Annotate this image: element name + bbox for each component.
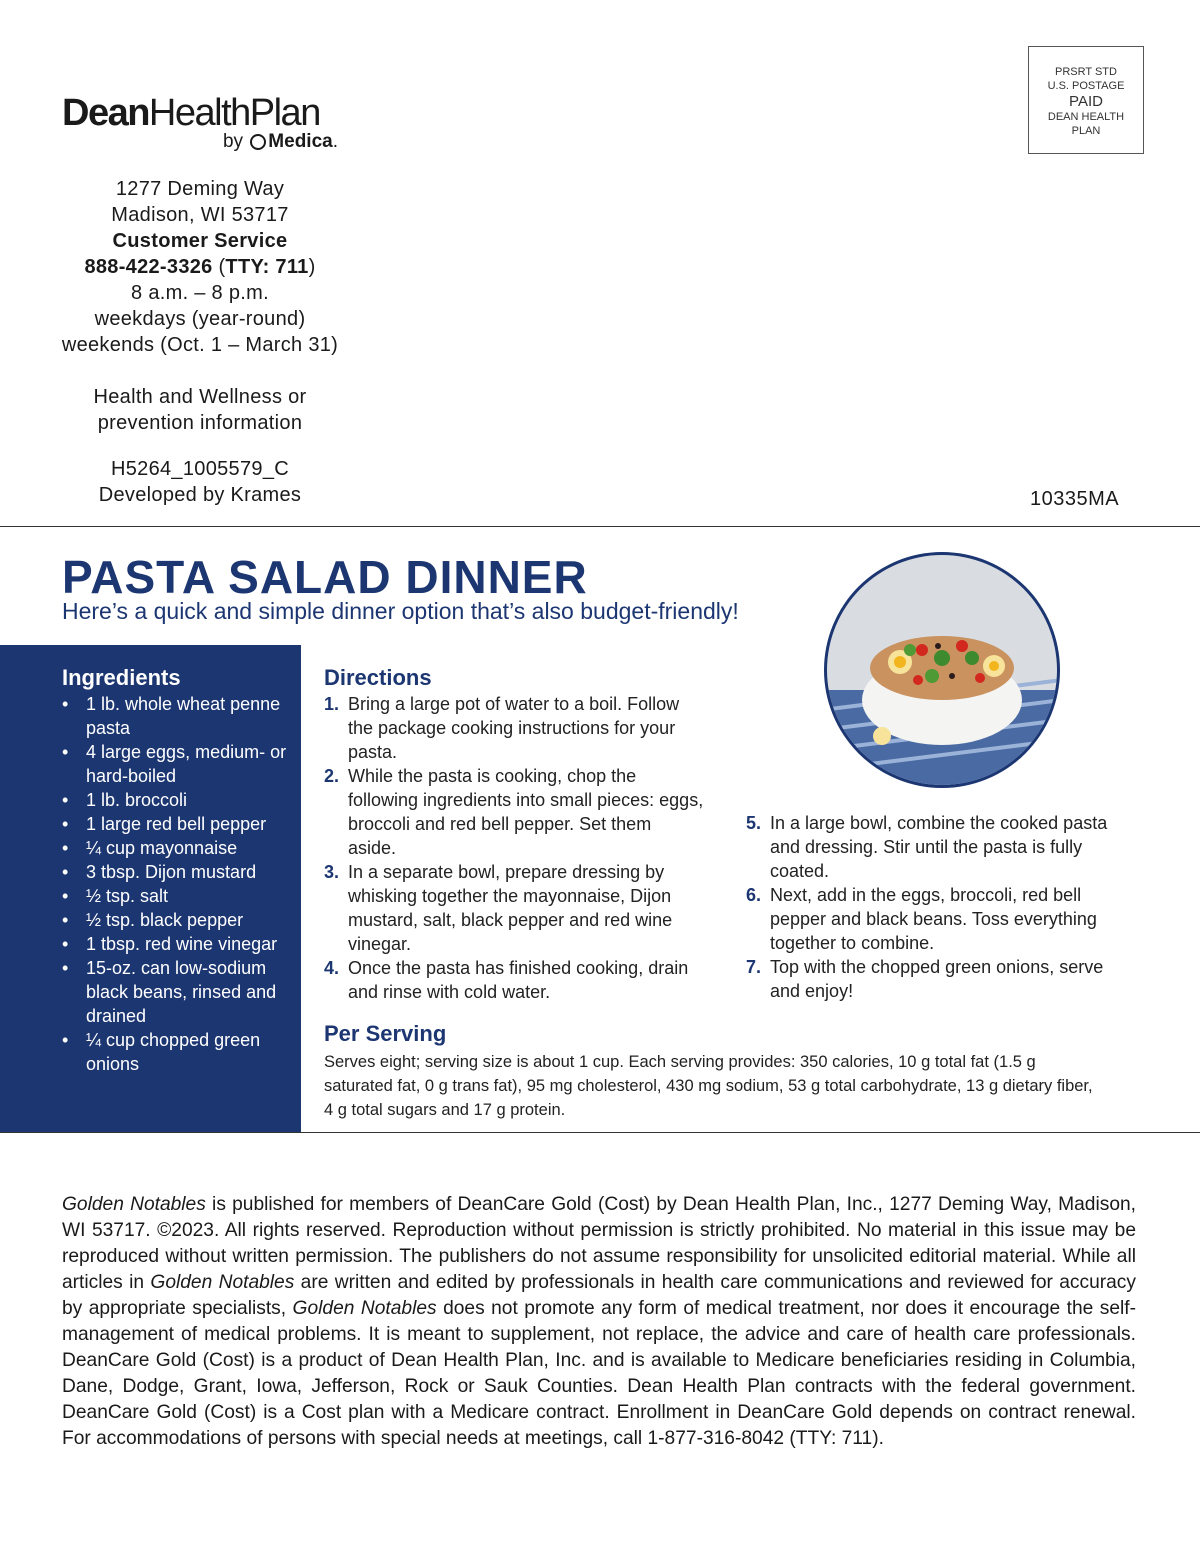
indicia-line5: PLAN [1071,125,1101,137]
step-text: Bring a large pot of water to a boil. Follow the package cooking instructions for your pasta. [348,694,680,762]
indicia-line1: PRSRT STD [1055,66,1117,78]
developed-by: Developed by Krames [98,484,302,506]
direction-step [324,860,704,956]
recipe-title: PASTA SALAD DINNER [62,551,588,603]
step-text: Top with the chopped green onions, serve and enjoy! [770,957,1104,1001]
ingredients-heading: Ingredients [62,665,181,690]
step-number: 5. [746,813,762,833]
step-text: In a separate bowl, prepare dressing by whisking together the mayonnaise, Dijon mustard, salt, black pepper and red wine vinegar. [348,862,673,954]
phone-number: 888-422-3326 [84,256,213,278]
divider-top [0,526,1200,527]
legal-text-part1: is published for members of DeanCare Gold (Cost) by Dean Health Plan, Inc., 1277 Deming Way, Madison, WI 53717. ©2023. All rights reserved. Reproduction without permission is strictly prohibited. No material in this issue may be reproduced without written permission. The publishers do not assume responsibility for unsolicited editorial material. While all articles in [62,1194,1136,1293]
direction-step [324,692,704,764]
address-street: 1277 Deming Way [115,178,285,200]
ingredient-item: • ½ tsp. black pepper [62,908,292,932]
mail-code: 10335MA [1030,488,1120,510]
directions-list-left [324,692,704,1004]
weekdays: weekdays (year-round) [94,308,306,330]
logo-wordmark [62,92,352,135]
logo-medica: Medica [268,131,333,152]
indicia-line4: DEAN HEALTH [1047,111,1125,123]
step-text: Next, add in the eggs, broccoli, red bell pepper and black beans. Toss everything together to combine. [770,885,1097,953]
logo-byline: by Medica. [222,131,338,152]
health-wellness-line2: prevention information [97,412,303,434]
ingredient-item: • 15-oz. can low-sodium black beans, rinsed and drained [62,956,292,1028]
step-number: 1. [324,694,340,714]
publication-name: Golden Notables [150,1272,295,1293]
document-id: H5264_1005579_C [111,458,289,480]
health-wellness-line1: Health and Wellness or [93,386,307,408]
ingredient-item: • 4 large eggs, medium- or hard-boiled [62,740,292,788]
divider-bottom [0,1132,1200,1133]
direction-step [746,883,1136,955]
direction-step [324,764,704,860]
indicia-line2: U.S. POSTAGE [1047,80,1125,92]
publication-name: Golden Notables [292,1298,437,1319]
step-number: 4. [324,958,340,978]
directions-list-right [746,811,1136,1003]
ingredient-item: • ¼ cup chopped green onions [62,1028,292,1076]
per-serving-text: Serves eight; serving size is about 1 cup. Each serving provides: 350 calories, 10 g total fat (1.5 g saturated fat, 0 g trans fat), 95 mg cholesterol, 430 mg sodium, 53 g total carbohydrate, 13 g dietary fiber, 4 g total sugars and 17 g protein. [324,1053,1093,1119]
ingredient-item: • ¼ cup mayonnaise [62,836,292,860]
ingredients-list [62,692,292,1076]
address-city: Madison, WI 53717 [111,204,289,226]
per-serving-heading: Per Serving [324,1021,447,1046]
logo-word-bold: Dean [62,92,149,134]
dean-health-plan-logo [62,92,352,153]
logo-word-light: HealthPlan [148,92,320,134]
ingredient-item: • 1 lb. whole wheat penne pasta [62,692,292,740]
ingredient-item: • 1 tbsp. red wine vinegar [62,932,292,956]
pasta-salad-photo [822,550,1062,790]
direction-step [746,811,1136,883]
indicia-paid: PAID [1069,93,1103,110]
legal-notice [62,1192,1136,1452]
step-number: 2. [324,766,340,786]
direction-step [746,955,1136,1003]
medica-mark-icon [250,134,266,150]
ingredient-item: • 1 lb. broccoli [62,788,292,812]
phone-line: 888-422-3326 (TTY: 711) [84,256,316,278]
ingredient-item: • ½ tsp. salt [62,884,292,908]
step-text: In a large bowl, combine the cooked pasta and dressing. Stir until the pasta is fully coated. [770,813,1108,881]
logo-by: by [222,131,244,152]
ingredient-item: • 1 large red bell pepper [62,812,292,836]
hours: 8 a.m. – 8 p.m. [131,282,269,304]
step-text: While the pasta is cooking, chop the following ingredients into small pieces: eggs, broccoli and red bell pepper. Set them aside. [348,766,704,858]
customer-service-label: Customer Service [112,230,288,252]
directions-heading: Directions [324,665,432,690]
step-number: 6. [746,885,762,905]
legal-text-part3: does not promote any form of medical treatment, nor does it encourage the self-management of medical problems. It is meant to supplement, not replace, the advice and care of health care professionals. DeanCare Gold (Cost) is a product of Dean Health Plan, Inc. and is available to Medicare beneficiaries residing in Columbia, Dane, Dodge, Grant, Iowa, Jefferson, Rock or Sauk Counties. Dean Health Plan contracts with the federal government. DeanCare Gold (Cost) is a Cost plan with a Medicare contract. Enrollment in DeanCare Gold depends on contract renewal. For accommodations of persons with special needs at meetings, call 1-877-316-8042 (TTY: 711). [62,1298,1136,1449]
tty-number: TTY: 711 [225,256,309,278]
step-text: Once the pasta has finished cooking, drain and rinse with cold water. [348,958,689,1002]
publication-name: Golden Notables [62,1194,206,1215]
step-number: 7. [746,957,762,977]
weekends: weekends (Oct. 1 – March 31) [61,334,339,356]
recipe-subtitle: Here’s a quick and simple dinner option that’s also budget-friendly! [62,598,739,624]
return-address [40,176,360,508]
legal-text-part2: are written and edited by professionals in health care communications and reviewed for accuracy by appropriate specialists, [62,1272,1136,1319]
step-number: 3. [324,862,340,882]
postage-indicia [1028,46,1144,154]
direction-step [324,956,704,1004]
ingredient-item: • 3 tbsp. Dijon mustard [62,860,292,884]
